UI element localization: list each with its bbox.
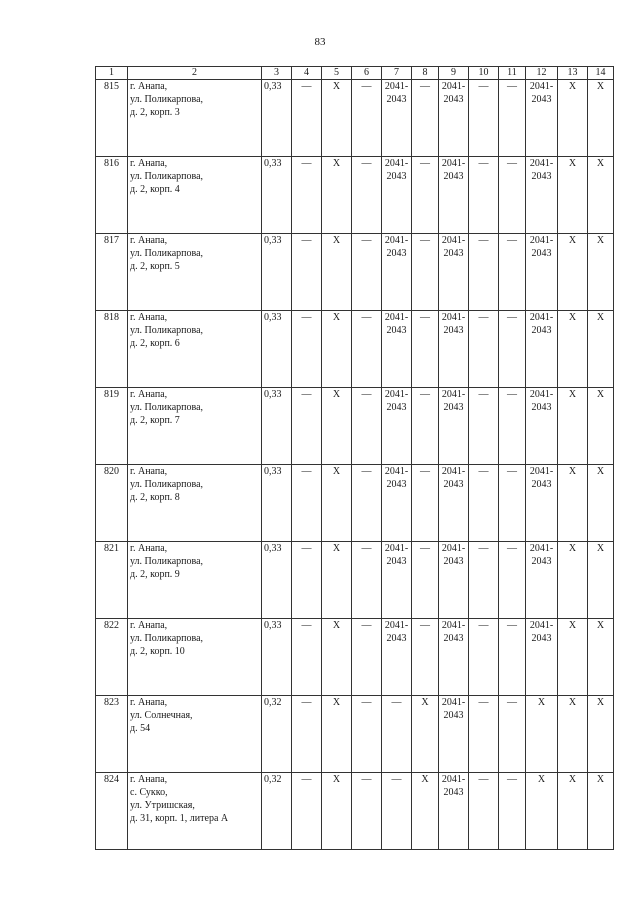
value-cell-c10: — xyxy=(469,542,499,619)
value-cell-c5: Х xyxy=(322,542,352,619)
value-cell-c14: Х xyxy=(588,234,614,311)
address-line: с. Сукко, xyxy=(130,787,168,798)
value-cell-c8: — xyxy=(412,234,439,311)
table-row xyxy=(96,465,614,542)
value-cell-c13: Х xyxy=(558,696,588,773)
address-line: ул. Поликарпова, xyxy=(130,248,204,259)
value-cell-c8: — xyxy=(412,388,439,465)
value-cell-c13: Х xyxy=(558,80,588,157)
value-cell-c14: Х xyxy=(588,157,614,234)
address-line: ул. Утришская, xyxy=(130,800,195,811)
address-line: д. 2, корп. 7 xyxy=(130,415,180,426)
value-cell-c13: Х xyxy=(558,234,588,311)
address-line: г. Анапа, xyxy=(130,235,168,246)
column-number-header-row xyxy=(96,67,614,80)
value-cell-c4: — xyxy=(292,311,322,388)
value-cell-c12: Х xyxy=(526,696,558,773)
address-line: ул. Поликарпова, xyxy=(130,633,204,644)
address-cell xyxy=(128,773,262,850)
value-cell-c8: — xyxy=(412,311,439,388)
column-header: 8 xyxy=(412,67,439,80)
value-cell-c7: 2041- 2043 xyxy=(382,157,412,234)
area-value-cell: 0,33 xyxy=(262,542,292,619)
value-cell-c6: — xyxy=(352,157,382,234)
value-cell-c6: — xyxy=(352,465,382,542)
column-header: 9 xyxy=(439,67,469,80)
value-cell-c9: 2041- 2043 xyxy=(439,619,469,696)
address-line: д. 2, корп. 9 xyxy=(130,569,180,580)
address-cell xyxy=(128,311,262,388)
value-cell-c4: — xyxy=(292,388,322,465)
table-row xyxy=(96,157,614,234)
value-cell-c8: — xyxy=(412,157,439,234)
value-cell-c5: Х xyxy=(322,619,352,696)
value-cell-c14: Х xyxy=(588,619,614,696)
address-line: д. 2, корп. 10 xyxy=(130,646,185,657)
value-cell-c8: Х xyxy=(412,773,439,850)
address-line: г. Анапа, xyxy=(130,81,168,92)
row-number-cell: 819 xyxy=(96,388,128,465)
address-cell xyxy=(128,542,262,619)
table-row xyxy=(96,234,614,311)
column-header: 4 xyxy=(292,67,322,80)
value-cell-c11: — xyxy=(499,619,526,696)
value-cell-c9: 2041- 2043 xyxy=(439,388,469,465)
value-cell-c4: — xyxy=(292,619,322,696)
value-cell-c10: — xyxy=(469,234,499,311)
value-cell-c8: — xyxy=(412,542,439,619)
value-cell-c7: — xyxy=(382,696,412,773)
area-value-cell: 0,33 xyxy=(262,619,292,696)
value-cell-c12: 2041- 2043 xyxy=(526,157,558,234)
address-line: ул. Поликарпова, xyxy=(130,94,204,105)
value-cell-c10: — xyxy=(469,80,499,157)
value-cell-c6: — xyxy=(352,773,382,850)
value-cell-c9: 2041- 2043 xyxy=(439,311,469,388)
value-cell-c11: — xyxy=(499,234,526,311)
area-value-cell: 0,33 xyxy=(262,388,292,465)
address-cell xyxy=(128,388,262,465)
address-line: ул. Поликарпова, xyxy=(130,556,204,567)
address-line: д. 54 xyxy=(130,723,151,734)
value-cell-c6: — xyxy=(352,311,382,388)
area-value-cell: 0,33 xyxy=(262,311,292,388)
value-cell-c12: 2041- 2043 xyxy=(526,619,558,696)
value-cell-c13: Х xyxy=(558,542,588,619)
value-cell-c13: Х xyxy=(558,388,588,465)
address-line: д. 2, корп. 6 xyxy=(130,338,180,349)
address-cell xyxy=(128,465,262,542)
value-cell-c12: 2041- 2043 xyxy=(526,542,558,619)
value-cell-c5: Х xyxy=(322,234,352,311)
value-cell-c9: 2041- 2043 xyxy=(439,80,469,157)
address-cell xyxy=(128,619,262,696)
address-line: г. Анапа, xyxy=(130,620,168,631)
address-cell xyxy=(128,157,262,234)
address-line: ул. Поликарпова, xyxy=(130,479,204,490)
column-header: 5 xyxy=(322,67,352,80)
column-header: 12 xyxy=(526,67,558,80)
value-cell-c11: — xyxy=(499,542,526,619)
row-number-cell: 820 xyxy=(96,465,128,542)
value-cell-c9: 2041- 2043 xyxy=(439,542,469,619)
value-cell-c9: 2041- 2043 xyxy=(439,465,469,542)
area-value-cell: 0,33 xyxy=(262,157,292,234)
value-cell-c6: — xyxy=(352,234,382,311)
value-cell-c10: — xyxy=(469,619,499,696)
area-value-cell: 0,33 xyxy=(262,465,292,542)
address-line: д. 2, корп. 5 xyxy=(130,261,180,272)
value-cell-c5: Х xyxy=(322,773,352,850)
value-cell-c6: — xyxy=(352,542,382,619)
row-number-cell: 816 xyxy=(96,157,128,234)
row-number-cell: 824 xyxy=(96,773,128,850)
row-number-cell: 822 xyxy=(96,619,128,696)
column-header: 6 xyxy=(352,67,382,80)
register-table xyxy=(95,66,614,850)
value-cell-c11: — xyxy=(499,773,526,850)
address-line: г. Анапа, xyxy=(130,158,168,169)
table-row xyxy=(96,619,614,696)
address-cell xyxy=(128,80,262,157)
value-cell-c13: Х xyxy=(558,773,588,850)
value-cell-c6: — xyxy=(352,80,382,157)
value-cell-c7: 2041- 2043 xyxy=(382,465,412,542)
table-row xyxy=(96,696,614,773)
area-value-cell: 0,33 xyxy=(262,234,292,311)
value-cell-c10: — xyxy=(469,773,499,850)
value-cell-c9: 2041- 2043 xyxy=(439,157,469,234)
value-cell-c10: — xyxy=(469,696,499,773)
value-cell-c14: Х xyxy=(588,696,614,773)
row-number-cell: 821 xyxy=(96,542,128,619)
value-cell-c7: — xyxy=(382,773,412,850)
value-cell-c14: Х xyxy=(588,80,614,157)
address-line: ул. Поликарпова, xyxy=(130,171,204,182)
column-header: 13 xyxy=(558,67,588,80)
row-number-cell: 823 xyxy=(96,696,128,773)
value-cell-c5: Х xyxy=(322,696,352,773)
value-cell-c7: 2041- 2043 xyxy=(382,234,412,311)
address-line: г. Анапа, xyxy=(130,774,168,785)
value-cell-c4: — xyxy=(292,234,322,311)
column-header: 10 xyxy=(469,67,499,80)
table-row xyxy=(96,542,614,619)
address-line: г. Анапа, xyxy=(130,466,168,477)
value-cell-c4: — xyxy=(292,465,322,542)
value-cell-c4: — xyxy=(292,157,322,234)
value-cell-c8: — xyxy=(412,80,439,157)
row-number-cell: 817 xyxy=(96,234,128,311)
address-line: г. Анапа, xyxy=(130,389,168,400)
value-cell-c6: — xyxy=(352,696,382,773)
value-cell-c8: Х xyxy=(412,696,439,773)
value-cell-c5: Х xyxy=(322,311,352,388)
value-cell-c10: — xyxy=(469,388,499,465)
value-cell-c5: Х xyxy=(322,465,352,542)
value-cell-c9: 2041- 2043 xyxy=(439,773,469,850)
value-cell-c9: 2041- 2043 xyxy=(439,696,469,773)
value-cell-c11: — xyxy=(499,80,526,157)
value-cell-c7: 2041- 2043 xyxy=(382,80,412,157)
value-cell-c10: — xyxy=(469,465,499,542)
value-cell-c12: Х xyxy=(526,773,558,850)
address-line: д. 31, корп. 1, литера А xyxy=(130,813,229,824)
value-cell-c7: 2041- 2043 xyxy=(382,619,412,696)
value-cell-c4: — xyxy=(292,542,322,619)
area-value-cell: 0,32 xyxy=(262,696,292,773)
column-header: 2 xyxy=(128,67,262,80)
address-line: г. Анапа, xyxy=(130,697,168,708)
row-number-cell: 815 xyxy=(96,80,128,157)
value-cell-c7: 2041- 2043 xyxy=(382,388,412,465)
value-cell-c14: Х xyxy=(588,773,614,850)
value-cell-c11: — xyxy=(499,696,526,773)
address-line: ул. Солнечная, xyxy=(130,710,193,721)
value-cell-c7: 2041- 2043 xyxy=(382,311,412,388)
value-cell-c6: — xyxy=(352,619,382,696)
column-header: 7 xyxy=(382,67,412,80)
value-cell-c12: 2041- 2043 xyxy=(526,388,558,465)
table-row xyxy=(96,80,614,157)
value-cell-c6: — xyxy=(352,388,382,465)
column-header: 3 xyxy=(262,67,292,80)
value-cell-c14: Х xyxy=(588,465,614,542)
address-cell xyxy=(128,234,262,311)
value-cell-c4: — xyxy=(292,773,322,850)
page-number: 83 xyxy=(314,36,326,48)
value-cell-c10: — xyxy=(469,157,499,234)
table-row xyxy=(96,773,614,850)
column-header: 1 xyxy=(96,67,128,80)
address-line: г. Анапа, xyxy=(130,543,168,554)
address-line: д. 2, корп. 4 xyxy=(130,184,180,195)
value-cell-c14: Х xyxy=(588,311,614,388)
value-cell-c8: — xyxy=(412,465,439,542)
value-cell-c5: Х xyxy=(322,80,352,157)
value-cell-c4: — xyxy=(292,696,322,773)
value-cell-c9: 2041- 2043 xyxy=(439,234,469,311)
value-cell-c12: 2041- 2043 xyxy=(526,234,558,311)
value-cell-c12: 2041- 2043 xyxy=(526,465,558,542)
value-cell-c11: — xyxy=(499,388,526,465)
value-cell-c14: Х xyxy=(588,542,614,619)
value-cell-c7: 2041- 2043 xyxy=(382,542,412,619)
table-row xyxy=(96,311,614,388)
value-cell-c4: — xyxy=(292,80,322,157)
value-cell-c11: — xyxy=(499,311,526,388)
value-cell-c13: Х xyxy=(558,157,588,234)
address-line: ул. Поликарпова, xyxy=(130,402,204,413)
value-cell-c5: Х xyxy=(322,157,352,234)
row-number-cell: 818 xyxy=(96,311,128,388)
value-cell-c12: 2041- 2043 xyxy=(526,80,558,157)
value-cell-c11: — xyxy=(499,157,526,234)
value-cell-c13: Х xyxy=(558,465,588,542)
value-cell-c8: — xyxy=(412,619,439,696)
table-row xyxy=(96,388,614,465)
value-cell-c14: Х xyxy=(588,388,614,465)
value-cell-c13: Х xyxy=(558,311,588,388)
address-line: д. 2, корп. 8 xyxy=(130,492,180,503)
column-header: 11 xyxy=(499,67,526,80)
area-value-cell: 0,33 xyxy=(262,80,292,157)
value-cell-c13: Х xyxy=(558,619,588,696)
address-cell xyxy=(128,696,262,773)
area-value-cell: 0,32 xyxy=(262,773,292,850)
column-header: 14 xyxy=(588,67,614,80)
address-line: д. 2, корп. 3 xyxy=(130,107,180,118)
value-cell-c12: 2041- 2043 xyxy=(526,311,558,388)
address-line: ул. Поликарпова, xyxy=(130,325,204,336)
value-cell-c5: Х xyxy=(322,388,352,465)
address-line: г. Анапа, xyxy=(130,312,168,323)
value-cell-c10: — xyxy=(469,311,499,388)
value-cell-c11: — xyxy=(499,465,526,542)
